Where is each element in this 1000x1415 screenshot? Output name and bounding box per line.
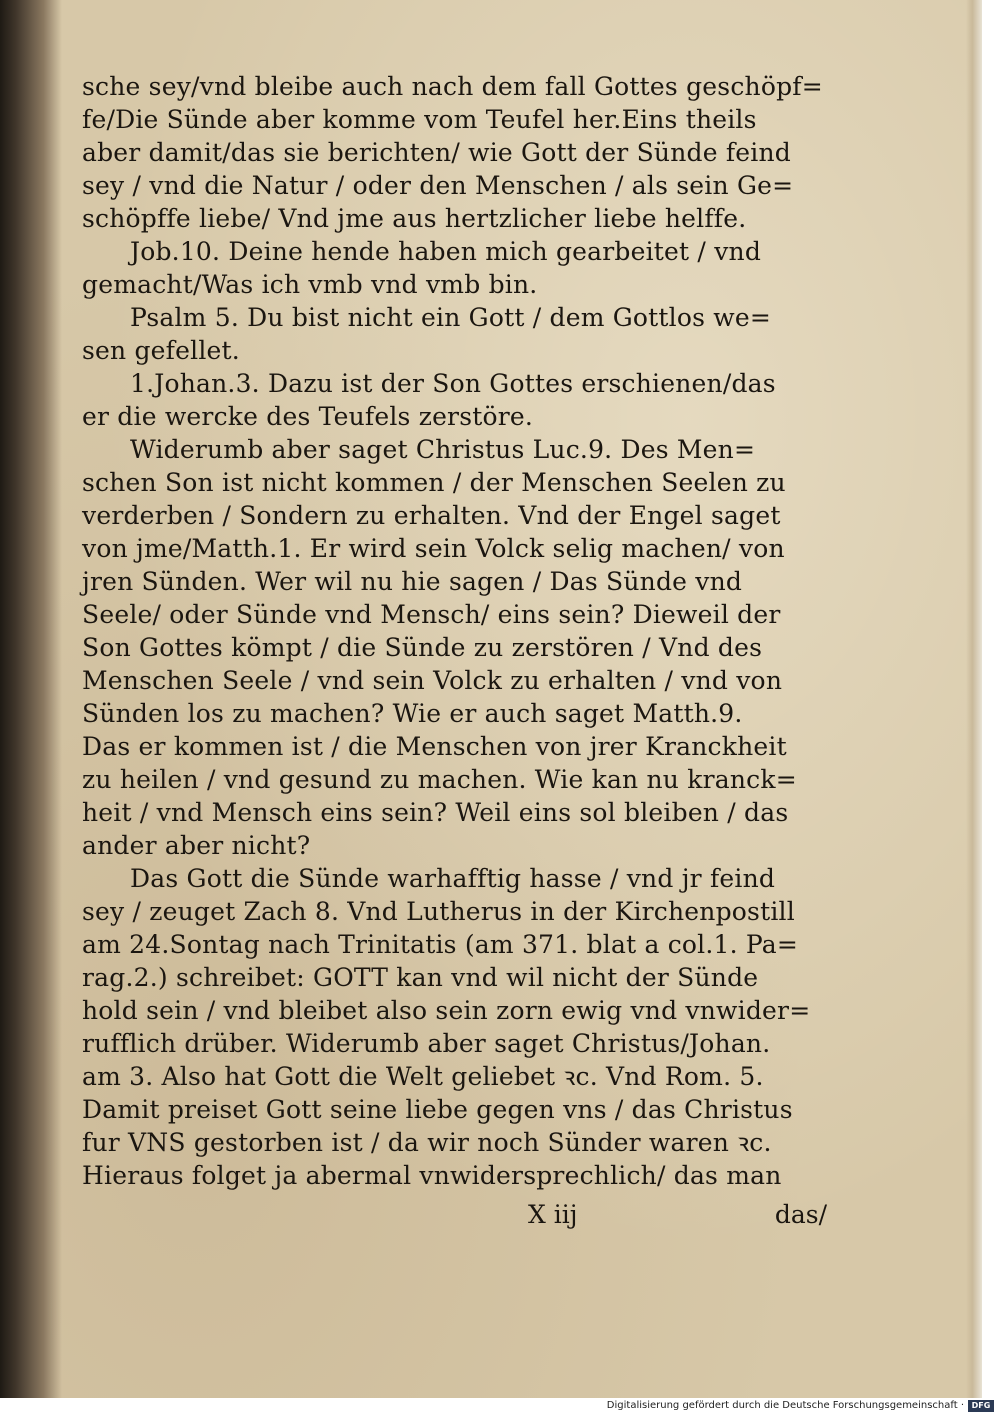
text-line: schöpffe liebe/ Vnd jme aus hertzlicher liebe helffe. [82, 204, 747, 233]
text-line: verderben / Sondern zu erhalten. Vnd der Engel saget [82, 501, 781, 530]
text-line: aber damit/das sie berichten/ wie Gott der Sünde feind [82, 138, 792, 167]
text-line: Psalm 5. Du bist nicht ein Gott / dem Gottlos we= [130, 303, 772, 332]
text-line: fur VNS gestorben ist / da wir noch Sünder waren ꝛc. [82, 1128, 772, 1157]
text-line: sey / zeuget Zach 8. Vnd Lutherus in der Kirchenpostill [82, 897, 795, 926]
text-line: Hieraus folget ja abermal vnwidersprechlich/ das man [82, 1161, 782, 1190]
page-footer-line [82, 1200, 827, 1236]
text-line: Widerumb aber saget Christus Luc.9. Des Men= [130, 435, 756, 464]
text-line: Das Gott die Sünde warhafftig hasse / vnd jr feind [130, 864, 776, 893]
text-line: Menschen Seele / vnd sein Volck zu erhalten / vnd von [82, 666, 783, 695]
text-line: rag.2.) schreibet: GOTT kan vnd wil nicht der Sünde [82, 963, 759, 992]
text-line: Job.10. Deine hende haben mich gearbeitet / vnd [130, 237, 762, 266]
text-line: rufflich drüber. Widerumb aber saget Christus/Johan. [82, 1029, 771, 1058]
page-edge [966, 0, 982, 1398]
funding-credit: Digitalisierung gefördert durch die Deutsche Forschungsgemeinschaft · [606, 1400, 964, 1411]
text-line: sen gefellet. [82, 336, 240, 365]
text-line: Damit preiset Gott seine liebe gegen vns / das Christus [82, 1095, 793, 1124]
text-line: von jme/Matth.1. Er wird sein Volck selig machen/ von [82, 534, 785, 563]
catchword: das/ [774, 1200, 827, 1229]
funding-bar [0, 1398, 1000, 1415]
text-line: schen Son ist nicht kommen / der Menschen Seelen zu [82, 468, 786, 497]
text-line: heit / vnd Mensch eins sein? Weil eins sol bleiben / das [82, 798, 789, 827]
text-block [82, 70, 842, 1192]
signature-mark: X iij [528, 1200, 578, 1229]
text-line: Das er kommen ist / die Menschen von jrer Kranckheit [82, 732, 787, 761]
text-line: jren Sünden. Wer wil nu hie sagen / Das Sünde vnd [82, 567, 743, 596]
text-line: hold sein / vnd bleibet also sein zorn ewig vnd vnwider= [82, 996, 811, 1025]
text-line: zu heilen / vnd gesund zu machen. Wie kan nu kranck= [82, 765, 797, 794]
text-line: ander aber nicht? [82, 831, 311, 860]
text-line: am 3. Also hat Gott die Welt geliebet ꝛc. Vnd Rom. 5. [82, 1062, 764, 1091]
text-line: er die wercke des Teufels zerstöre. [82, 402, 534, 431]
text-line: am 24.Sontag nach Trinitatis (am 371. blat a col.1. Pa= [82, 930, 799, 959]
text-line: fe/Die Sünde aber komme vom Teufel her.Eins theils [82, 105, 757, 134]
text-line: sey / vnd die Natur / oder den Menschen / als sein Ge= [82, 171, 794, 200]
text-line: sche sey/vnd bleibe auch nach dem fall Gottes geschöpf= [82, 72, 823, 101]
text-line: gemacht/Was ich vmb vnd vmb bin. [82, 270, 538, 299]
binding-shadow [0, 0, 62, 1398]
text-line: Sünden los zu machen? Wie er auch saget Matth.9. [82, 699, 743, 728]
dfg-logo: DFG [968, 1400, 994, 1412]
text-line: 1.Johan.3. Dazu ist der Son Gottes erschienen/das [130, 369, 776, 398]
text-line: Seele/ oder Sünde vnd Mensch/ eins sein? Dieweil der [82, 600, 781, 629]
text-line: Son Gottes kömpt / die Sünde zu zerstören / Vnd des [82, 633, 763, 662]
